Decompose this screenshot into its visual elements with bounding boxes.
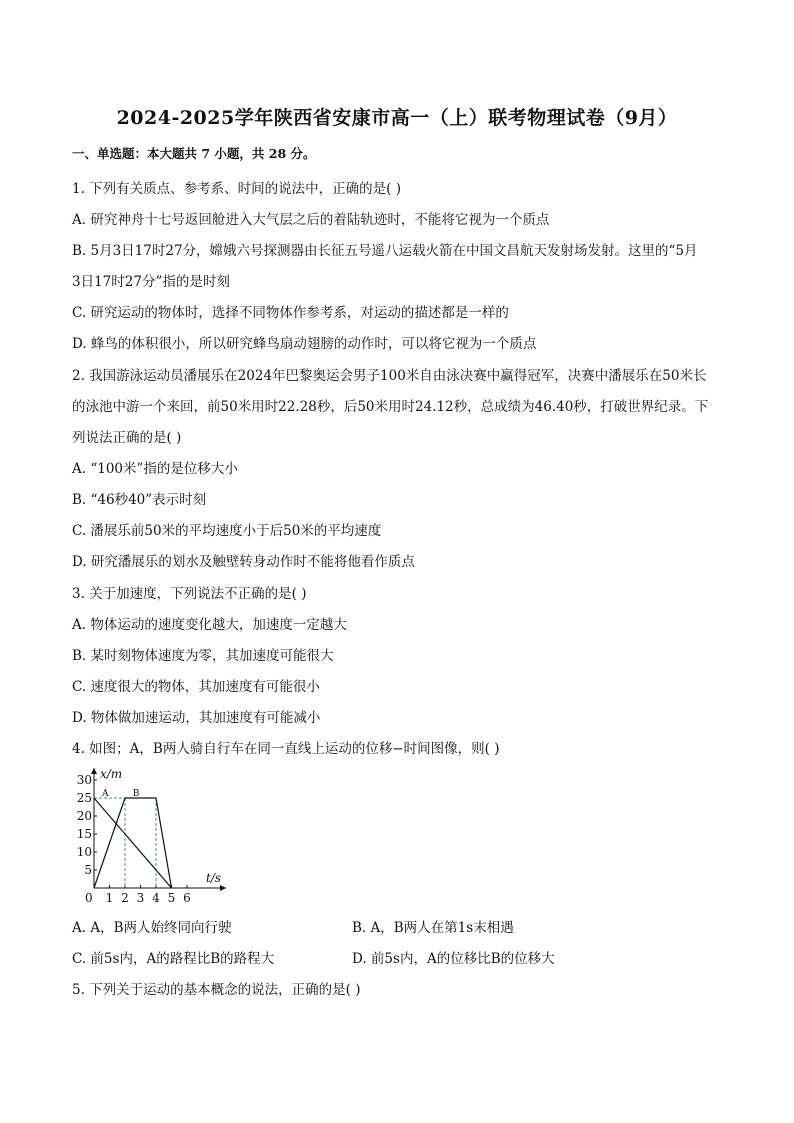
y-tick-label: 5 xyxy=(84,863,92,877)
y-tick-label: 10 xyxy=(76,845,92,859)
question-1-option-b-line2: 3日17时27分”指的是时刻 xyxy=(72,274,230,290)
origin-label: 0 xyxy=(85,891,93,905)
question-3-option-c: C. 速度很大的物体，其加速度有可能很小 xyxy=(72,679,320,695)
question-2-option-b: B. “46秒40”表示时刻 xyxy=(72,492,207,508)
question-2-stem-line1: 2. 我国游泳运动员潘展乐在2024年巴黎奥运会男子100米自由泳决赛中赢得冠军，决赛中潘展乐在50米长 xyxy=(72,368,707,384)
question-3-stem: 3. 关于加速度，下列说法不正确的是( ) xyxy=(72,586,307,602)
question-2-option-d: D. 研究潘展乐的划水及触壁转身动作时不能将他看作质点 xyxy=(72,554,415,570)
question-3-option-b: B. 某时刻物体速度为零，其加速度可能很大 xyxy=(72,648,334,664)
section-heading: 一、单选题：本大题共 7 小题，共 28 分。 xyxy=(72,146,316,161)
x-tick-label: 5 xyxy=(167,891,176,905)
x-tick-label: 1 xyxy=(105,891,114,905)
question-2-option-c: C. 潘展乐前50米的平均速度小于后50米的平均速度 xyxy=(72,523,382,539)
series-b-label: B xyxy=(132,789,140,799)
x-tick-label: 4 xyxy=(152,891,160,905)
series-a-line xyxy=(94,798,172,888)
question-1-stem: 1. 下列有关质点、参考系、时间的说法中，正确的是( ) xyxy=(72,181,401,197)
x-tick-label: 2 xyxy=(121,891,129,905)
question-1-option-d: D. 蜂鸟的体积很小，所以研究蜂鸟扇动翅膀的动作时，可以将它视为一个质点 xyxy=(72,336,537,352)
y-tick-label: 15 xyxy=(76,827,92,841)
question-4-stem: 4. 如图；A，B两人骑自行车在同一直线上运动的位移−时间图像，则( ) xyxy=(72,741,500,757)
question-2-stem-line3: 列说法正确的是( ) xyxy=(72,430,182,446)
x-axis-label: t/s xyxy=(206,871,222,885)
question-3-option-a: A. 物体运动的速度变化越大，加速度一定越大 xyxy=(72,617,347,633)
y-tick-label: 30 xyxy=(76,773,92,787)
page-title: 2024-2025学年陕西省安康市高一（上）联考物理试卷（9月） xyxy=(116,107,678,129)
question-4-option-d: D. 前5s内，A的位移比B的位移大 xyxy=(352,951,555,967)
question-2-option-a: A. “100米”指的是位移大小 xyxy=(72,461,238,477)
x-tick-label: 6 xyxy=(183,891,191,905)
question-4-option-b: B. A，B两人在第1s末相遇 xyxy=(352,920,514,936)
question-5-stem: 5. 下列关于运动的基本概念的说法，正确的是( ) xyxy=(72,982,361,998)
question-2-stem-line2: 的泳池中游一个来回，前50米用时22.28秒，后50米用时24.12秒，总成绩为46.40秒，打破世界纪录。下 xyxy=(72,399,709,415)
question-1-option-a: A. 研究神舟十七号返回舱进入大气层之后的着陆轨迹时，不能将它视为一个质点 xyxy=(72,212,550,228)
y-axis-label: x/m xyxy=(100,767,123,781)
question-4-option-a: A. A，B两人始终同向行驶 xyxy=(72,920,232,936)
series-a-label: A xyxy=(102,789,109,799)
question-4-option-c: C. 前5s内，A的路程比B的路程大 xyxy=(72,951,275,967)
x-tick-label: 3 xyxy=(136,891,145,905)
x-axis-arrow xyxy=(220,885,226,891)
y-tick-label: 20 xyxy=(76,809,92,823)
y-tick-label: 25 xyxy=(76,791,92,805)
displacement-time-graph xyxy=(76,764,230,905)
question-1-option-b-line1: B. 5月3日17时27分，嫦娥六号探测器由长征五号遥八运载火箭在中国文昌航天发射场发射。这里的“5月 xyxy=(72,243,698,259)
question-1-option-c: C. 研究运动的物体时，选择不同物体作参考系，对运动的描述都是一样的 xyxy=(72,305,509,321)
question-3-option-d: D. 物体做加速运动，其加速度有可能减小 xyxy=(72,710,321,726)
